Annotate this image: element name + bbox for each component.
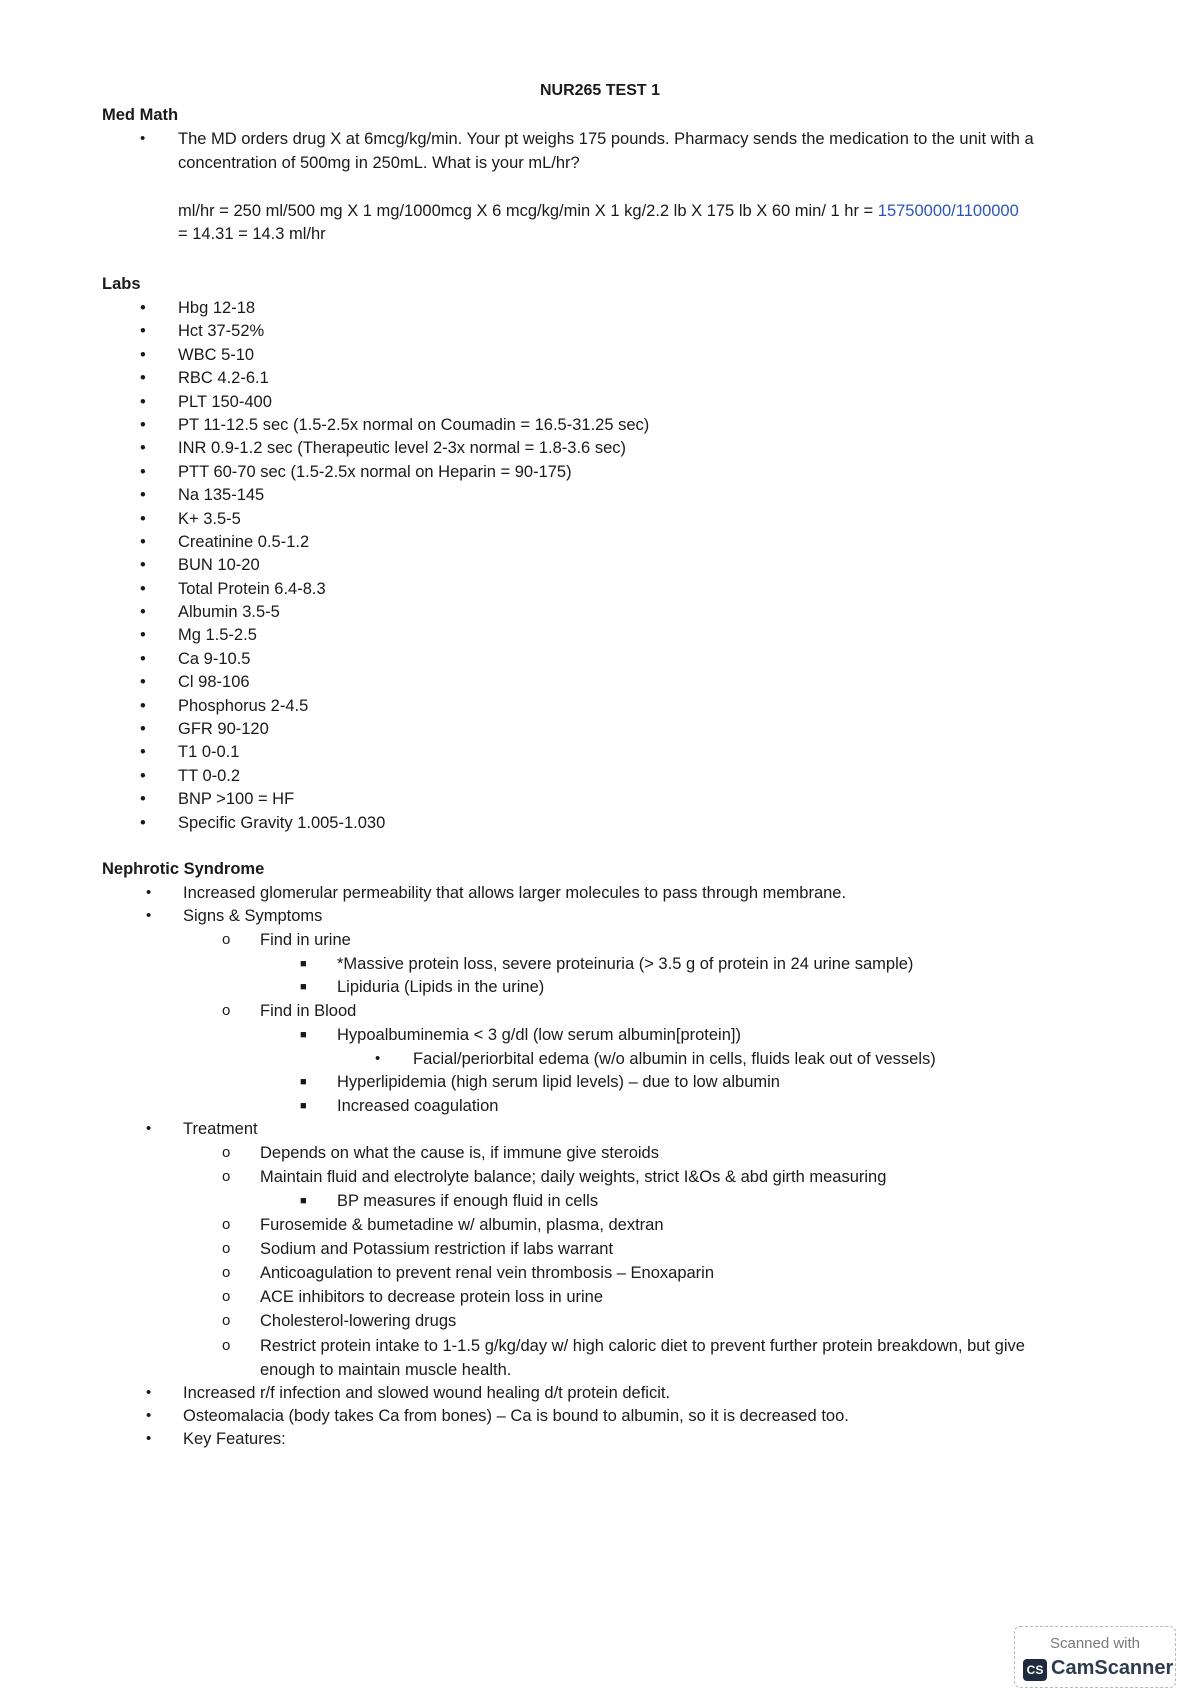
bullet-dot: • [146, 1407, 152, 1424]
list-item: • T1 0-0.1 [140, 741, 649, 764]
treatment-item-4: Sodium and Potassium restriction if labs warrant [260, 1240, 614, 1258]
key-features: Key Features: [183, 1430, 286, 1448]
calc-result: 15750000/1100000 [877, 202, 1019, 220]
urine-item-2: Lipiduria (Lipids in the urine) [337, 978, 545, 996]
circle-bullet: o [222, 1144, 231, 1161]
blood-item-1a: Facial/periorbital edema (w/o albumin in cells, fluids leak out of vessels) [413, 1050, 936, 1068]
bullet-dot: • [140, 603, 146, 622]
nephrotic-definition: Increased glomerular permeability that allows larger molecules to pass through membrane. [183, 884, 847, 902]
list-item: • TT 0-0.2 [140, 765, 649, 788]
calc-line-1 [178, 200, 1138, 223]
circle-bullet: o [222, 1168, 231, 1185]
square-bullet: ■ [300, 1195, 307, 1207]
circle-bullet: o [222, 1216, 231, 1233]
bullet-dot: • [140, 392, 146, 411]
bullet-dot: • [140, 556, 146, 575]
bullet-dot: • [140, 369, 146, 388]
infection-risk: Increased r/f infection and slowed wound healing d/t protein deficit. [183, 1384, 671, 1402]
list-item: • Mg 1.5-2.5 [140, 624, 649, 647]
document-title: NUR265 TEST 1 [539, 82, 661, 99]
bullet-dot: • [146, 1430, 152, 1447]
bullet-dot: • [375, 1050, 381, 1067]
find-in-urine: Find in urine [260, 931, 351, 949]
circle-bullet: o [222, 1337, 231, 1354]
calc-expression: ml/hr = 250 ml/500 mg X 1 mg/1000mcg X 6 mcg/kg/min X 1 kg/2.2 lb X 175 lb X 60 min/ 1 hr = [178, 202, 878, 220]
bullet-dot: • [140, 649, 146, 668]
bullet-dot: • [140, 462, 146, 481]
list-item: • K+ 3.5-5 [140, 508, 649, 531]
list-item: • INR 0.9-1.2 sec (Therapeutic level 2-3x normal = 1.8-3.6 sec) [140, 437, 649, 460]
blood-item-1: Hypoalbuminemia < 3 g/dl (low serum albumin[protein]) [337, 1026, 741, 1044]
list-item: • Specific Gravity 1.005-1.030 [140, 812, 649, 835]
bullet-dot: • [140, 790, 146, 809]
bullet-dot: • [140, 766, 146, 785]
bullet-dot: • [140, 130, 146, 147]
med-math-calculation [178, 200, 1138, 246]
list-item: • Creatinine 0.5-1.2 [140, 531, 649, 554]
square-bullet: ■ [300, 1100, 307, 1112]
camscanner-logo-icon: CS [1023, 1659, 1047, 1681]
square-bullet: ■ [300, 1076, 307, 1088]
list-item: • Albumin 3.5-5 [140, 601, 649, 624]
list-item: • PLT 150-400 [140, 391, 649, 414]
circle-bullet: o [222, 1288, 231, 1305]
bullet-dot: • [140, 322, 146, 341]
labs-heading: Labs [102, 275, 141, 293]
bullet-dot: • [140, 626, 146, 645]
circle-bullet: o [222, 931, 231, 948]
list-item: • BUN 10-20 [140, 554, 649, 577]
blood-item-3: Increased coagulation [337, 1097, 499, 1115]
list-item: • BNP >100 = HF [140, 788, 649, 811]
treatment-item-1: Depends on what the cause is, if immune give steroids [260, 1144, 659, 1162]
treatment-item-2a: BP measures if enough fluid in cells [337, 1192, 599, 1210]
bullet-dot: • [146, 884, 152, 901]
list-item: • PTT 60-70 sec (1.5-2.5x normal on Heparin = 90-175) [140, 461, 649, 484]
bullet-dot: • [146, 1384, 152, 1401]
nephrotic-heading: Nephrotic Syndrome [102, 860, 265, 878]
list-item: • RBC 4.2-6.1 [140, 367, 649, 390]
square-bullet: ■ [300, 958, 307, 970]
calc-line-2: = 14.31 = 14.3 ml/hr [178, 225, 326, 243]
treatment: Treatment [183, 1120, 258, 1138]
camscanner-badge [1014, 1626, 1176, 1688]
list-item: • Na 135-145 [140, 484, 649, 507]
list-item: • WBC 5-10 [140, 344, 649, 367]
osteomalacia: Osteomalacia (body takes Ca from bones) – Ca is bound to albumin, so it is decreased too. [183, 1407, 849, 1425]
bullet-dot: • [140, 486, 146, 505]
blood-item-2: Hyperlipidemia (high serum lipid levels) – due to low albumin [337, 1073, 780, 1091]
list-item: • PT 11-12.5 sec (1.5-2.5x normal on Coumadin = 16.5-31.25 sec) [140, 414, 649, 437]
bullet-dot: • [140, 439, 146, 458]
treatment-item-8-line-2: enough to maintain muscle health. [260, 1361, 512, 1379]
list-item: • Phosphorus 2-4.5 [140, 695, 649, 718]
question-line-2: concentration of 500mg in 250mL. What is your mL/hr? [178, 153, 580, 172]
list-item: • Total Protein 6.4-8.3 [140, 578, 649, 601]
square-bullet: ■ [300, 981, 307, 993]
list-item: • GFR 90-120 [140, 718, 649, 741]
signs-symptoms: Signs & Symptoms [183, 907, 323, 925]
treatment-item-3: Furosemide & bumetadine w/ albumin, plasma, dextran [260, 1216, 664, 1234]
bullet-dot: • [140, 579, 146, 598]
treatment-item-5: Anticoagulation to prevent renal vein thrombosis – Enoxaparin [260, 1264, 715, 1282]
bullet-dot: • [140, 813, 146, 832]
bullet-dot: • [140, 720, 146, 739]
bullet-dot: • [140, 509, 146, 528]
circle-bullet: o [222, 1312, 231, 1329]
treatment-item-8-line-1: Restrict protein intake to 1-1.5 g/kg/day w/ high caloric diet to prevent further protein breakdown, but give [260, 1337, 1025, 1355]
list-item: • Ca 9-10.5 [140, 648, 649, 671]
treatment-item-2: Maintain fluid and electrolyte balance; daily weights, strict I&Os & abd girth measuring [260, 1168, 887, 1186]
treatment-item-7: Cholesterol-lowering drugs [260, 1312, 457, 1330]
circle-bullet: o [222, 1264, 231, 1281]
circle-bullet: o [222, 1240, 231, 1257]
bullet-dot: • [140, 299, 146, 317]
bullet-dot: • [140, 696, 146, 715]
square-bullet: ■ [300, 1029, 307, 1041]
scanned-with-label: Scanned with [1049, 1635, 1141, 1652]
bullet-dot: • [140, 345, 146, 364]
bullet-dot: • [140, 415, 146, 434]
treatment-item-6: ACE inhibitors to decrease protein loss in urine [260, 1288, 604, 1306]
find-in-blood: Find in Blood [260, 1002, 357, 1020]
circle-bullet: o [222, 1002, 231, 1019]
bullet-dot: • [140, 532, 146, 551]
camscanner-name: CamScanner [1051, 1657, 1174, 1679]
urine-item-1: *Massive protein loss, severe proteinuria (> 3.5 g of protein in 24 urine sample) [337, 955, 914, 973]
list-item: • Cl 98-106 [140, 671, 649, 694]
bullet-dot: • [140, 743, 146, 762]
list-item: • Hct 37-52% [140, 320, 649, 343]
med-math-question [178, 128, 1108, 175]
bullet-dot: • [140, 673, 146, 692]
labs-list [140, 297, 649, 835]
bullet-dot: • [146, 1120, 152, 1137]
question-line-1: The MD orders drug X at 6mcg/kg/min. Your pt weighs 175 pounds. Pharmacy sends the medication to the unit with a [178, 130, 1034, 148]
list-item: • Hbg 12-18 [140, 297, 649, 320]
bullet-dot: • [146, 907, 152, 924]
med-math-heading: Med Math [102, 106, 179, 124]
